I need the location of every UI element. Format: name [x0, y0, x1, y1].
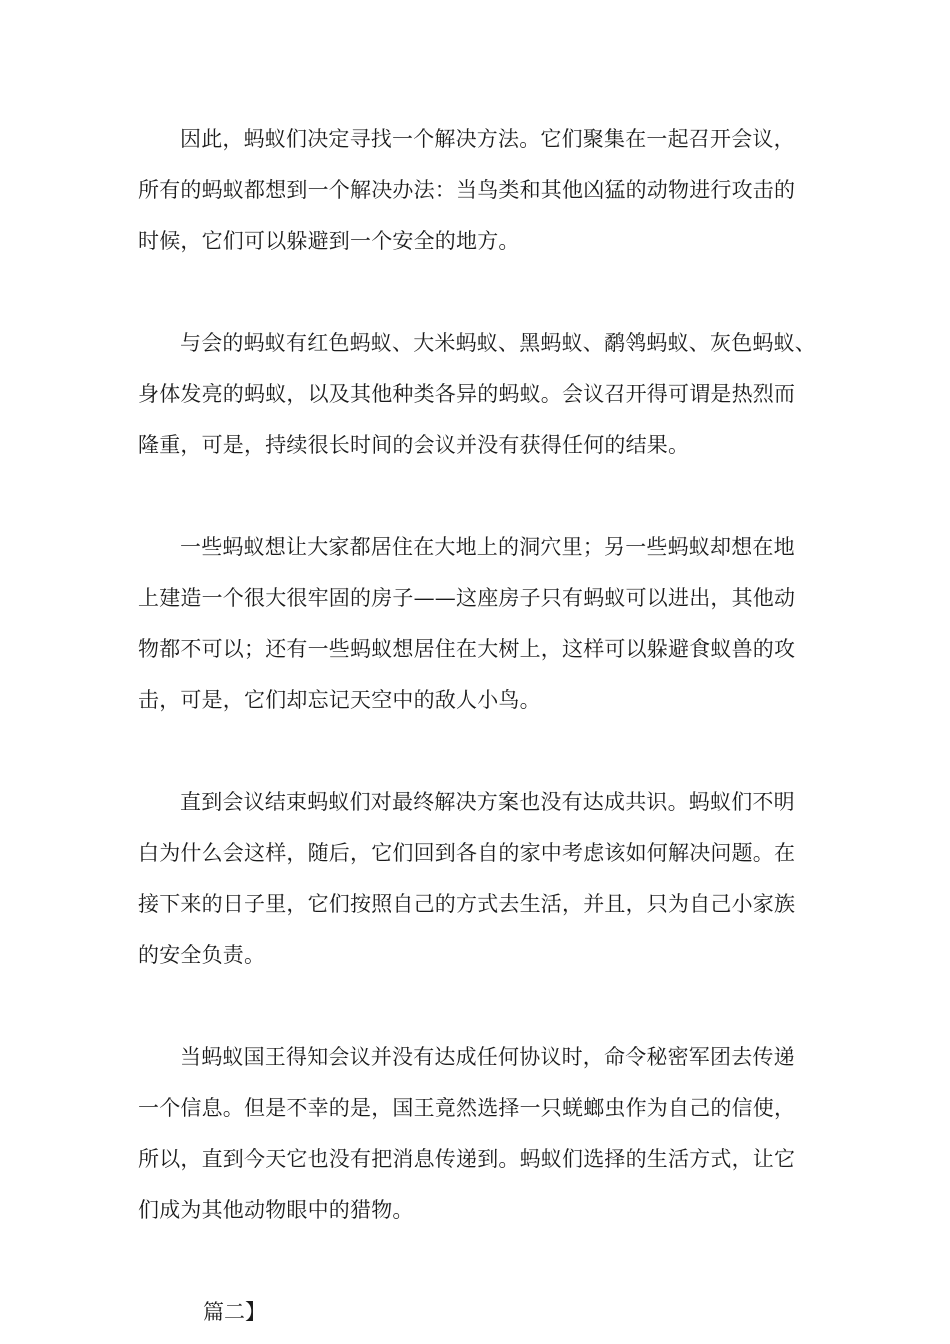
- paragraph-line: 所以，直到今天它也没有把消息传递到。蚂蚁们选择的生活方式，让它: [138, 1147, 796, 1171]
- section-heading: 篇二】: [203, 1300, 266, 1324]
- paragraph-line: 因此，蚂蚁们决定寻找一个解决方法。它们聚集在一起召开会议，: [180, 127, 795, 151]
- paragraph-line: 与会的蚂蚁有红色蚂蚁、大米蚂蚁、黑蚂蚁、鹬鸰蚂蚁、灰色蚂蚁、: [180, 331, 816, 355]
- paragraph-line: 白为什么会这样，随后，它们回到各自的家中考虑该如何解决问题。在: [138, 841, 796, 865]
- paragraph-1: [138, 114, 818, 267]
- paragraph-line: 一些蚂蚁想让大家都居住在大地上的洞穴里；另一些蚂蚁却想在地: [180, 535, 795, 559]
- paragraph-line: 一个信息。但是不幸的是，国王竟然选择一只蜣螂虫作为自己的信使，: [138, 1096, 796, 1120]
- paragraph-spacer: [138, 1236, 818, 1287]
- paragraph-line: 当蚂蚁国王得知会议并没有达成任何协议时，命令秘密军团去传递: [180, 1045, 795, 1069]
- paragraph-line: 上建造一个很大很牢固的房子——这座房子只有蚂蚁可以进出，其他动: [138, 586, 796, 610]
- paragraph-line: 时候，它们可以躲避到一个安全的地方。: [138, 229, 520, 253]
- paragraph-line: 的安全负责。: [138, 943, 266, 967]
- document-body: [138, 114, 818, 1338]
- paragraph-line: 物都不可以；还有一些蚂蚁想居住在大树上，这样可以躲避食蚁兽的攻: [138, 637, 796, 661]
- paragraph-spacer: [138, 726, 818, 777]
- paragraph-2: [138, 318, 818, 471]
- paragraph-3: [138, 522, 818, 726]
- paragraph-spacer: [138, 267, 818, 318]
- paragraph-spacer: [138, 981, 818, 1032]
- paragraph-5: [138, 1032, 818, 1236]
- paragraph-line: 所有的蚂蚁都想到一个解决办法：当鸟类和其他凶猛的动物进行攻击的: [138, 178, 796, 202]
- paragraph-line: 接下来的日子里，它们按照自己的方式去生活，并且，只为自己小家族: [138, 892, 796, 916]
- paragraph-spacer: [138, 471, 818, 522]
- paragraph-4: [138, 777, 818, 981]
- paragraph-line: 直到会议结束蚂蚁们对最终解决方案也没有达成共识。蚂蚁们不明: [180, 790, 795, 814]
- paragraph-line: 们成为其他动物眼中的猎物。: [138, 1198, 414, 1222]
- paragraph-line: 身体发亮的蚂蚁，以及其他种类各异的蚂蚁。会议召开得可谓是热烈而: [138, 382, 796, 406]
- paragraph-line: 击，可是，它们却忘记天空中的敌人小鸟。: [138, 688, 541, 712]
- paragraph-line: 隆重，可是，持续很长时间的会议并没有获得任何的结果。: [138, 433, 690, 457]
